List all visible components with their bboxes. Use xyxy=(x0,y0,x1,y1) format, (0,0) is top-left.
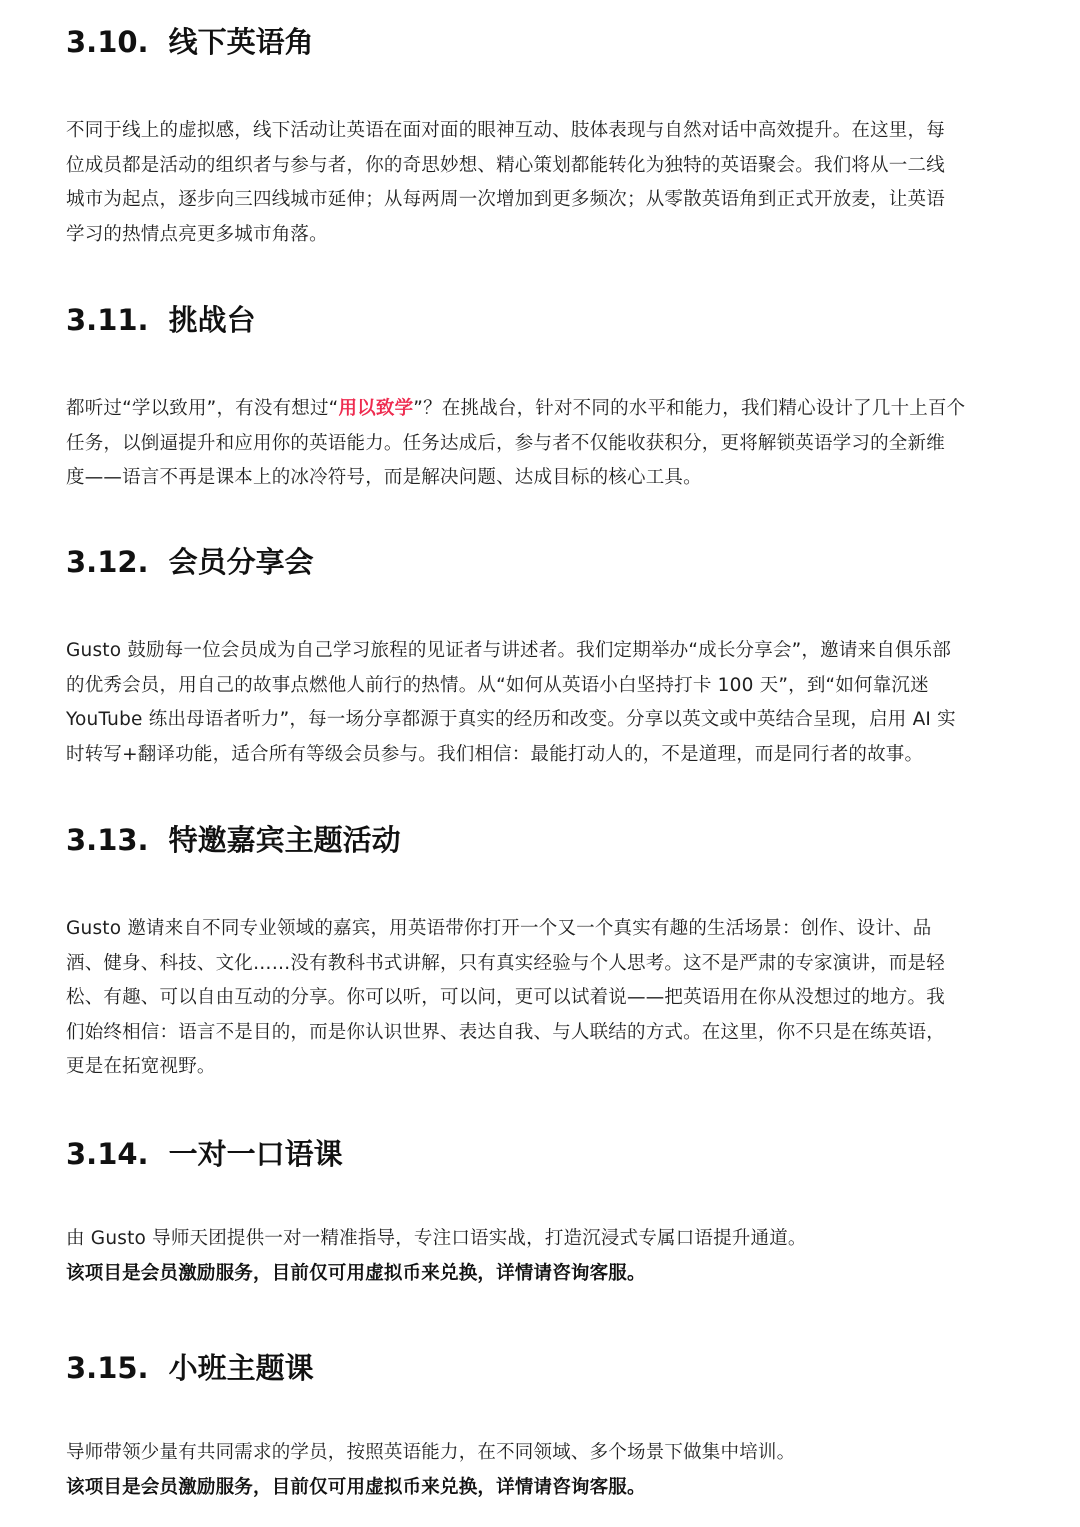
section-3-13 xyxy=(66,820,1016,1085)
section-3-14 xyxy=(66,1134,1016,1291)
section-3-11 xyxy=(66,300,1016,496)
membership-note: 该项目是会员激励服务，目前仅可用虚拟币来兑换，详情请咨询客服。 xyxy=(66,1262,646,1284)
section-title: 线下英语角 xyxy=(168,25,314,59)
paragraph-line: 松、有趣、可以自由互动的分享。你可以听，可以问，更可以试着说——把英语用在你从没想过的地方。我 xyxy=(66,987,945,1008)
paragraph-line: 学习的热情点亮更多城市角落。 xyxy=(66,223,328,245)
section-number: 3.13. xyxy=(66,823,149,857)
section-paragraph xyxy=(66,114,1016,252)
paragraph-line: 的优秀会员，用自己的故事点燃他人前行的热情。从“如何从英语小白坚持打卡 100 天”，到“如何靠沉迷 xyxy=(66,674,929,696)
section-paragraph xyxy=(66,634,1016,772)
paragraph-line xyxy=(66,392,1016,427)
section-heading xyxy=(66,1348,1016,1388)
section-3-15 xyxy=(66,1348,1016,1505)
section-3-12 xyxy=(66,542,1016,772)
section-number: 3.10. xyxy=(66,25,149,59)
section-title: 一对一口语课 xyxy=(168,1137,343,1171)
section-paragraph xyxy=(66,392,1016,496)
section-3-10 xyxy=(66,22,1016,252)
paragraph-line: 任务，以倒逼提升和应用你的英语能力。任务达成后，参与者不仅能收获积分，更将解锁英语学习的全新维 xyxy=(66,432,945,454)
section-heading xyxy=(66,1134,1016,1174)
paragraph-line: 位成员都是活动的组织者与参与者，你的奇思妙想、精心策划都能转化为独特的英语聚会。我们将从一二线 xyxy=(66,154,945,176)
membership-note: 该项目是会员激励服务，目前仅可用虚拟币来兑换，详情请咨询客服。 xyxy=(66,1476,646,1498)
highlight-text: 用以致学 xyxy=(338,398,414,419)
section-title: 小班主题课 xyxy=(168,1351,314,1385)
section-paragraph xyxy=(66,912,1016,1085)
section-title: 会员分享会 xyxy=(168,545,314,579)
paragraph-line: 更是在拓宽视野。 xyxy=(66,1056,216,1077)
paragraph-line: YouTube 练出母语者听力”，每一场分享都源于真实的经历和改变。分享以英文或中英结合呈现，启用 AI 实 xyxy=(66,709,956,730)
section-heading xyxy=(66,820,1016,860)
paragraph-line: Gusto 邀请来自不同专业领域的嘉宾，用英语带你打开一个又一个真实有趣的生活场景：创作、设计、品 xyxy=(66,918,932,939)
line-text: 都听过“学以致用”，有没有想过“ xyxy=(66,398,339,419)
paragraph-line: 时转写+翻译功能，适合所有等级会员参与。我们相信：最能打动人的，不是道理，而是同行者的故事。 xyxy=(66,743,924,765)
paragraph-line: 城市为起点，逐步向三四线城市延伸；从每两周一次增加到更多频次；从零散英语角到正式开放麦，让英语 xyxy=(66,189,945,210)
section-title: 挑战台 xyxy=(168,303,256,337)
paragraph-line: 们始终相信：语言不是目的，而是你认识世界、表达自我、与人联结的方式。在这里，你不只是在练英语， xyxy=(66,1021,945,1043)
paragraph-line: 酒、健身、科技、文化……没有教科书式讲解，只有真实经验与个人思考。这不是严肃的专家演讲，而是轻 xyxy=(66,952,945,974)
section-heading xyxy=(66,300,1016,340)
paragraph-line: 由 Gusto 导师天团提供一对一精准指导，专注口语实战，打造沉浸式专属口语提升通道。 xyxy=(66,1228,807,1249)
section-heading xyxy=(66,542,1016,582)
paragraph-line: 度——语言不再是课本上的冰冷符号，而是解决问题、达成目标的核心工具。 xyxy=(66,467,702,488)
section-paragraph xyxy=(66,1436,1016,1505)
section-number: 3.12. xyxy=(66,545,149,579)
paragraph-line: 导师带领少量有共同需求的学员，按照英语能力，在不同领域、多个场景下做集中培训。 xyxy=(66,1442,796,1463)
section-paragraph xyxy=(66,1222,1016,1291)
section-heading xyxy=(66,22,1016,62)
paragraph-line: Gusto 鼓励每一位会员成为自己学习旅程的见证者与讲述者。我们定期举办“成长分享会”，邀请来自俱乐部 xyxy=(66,640,952,661)
section-title: 特邀嘉宾主题活动 xyxy=(168,823,401,857)
section-number: 3.14. xyxy=(66,1137,149,1171)
line-text: ”？在挑战台，针对不同的水平和能力，我们精心设计了几十上百个 xyxy=(413,398,966,419)
section-number: 3.11. xyxy=(66,303,149,337)
section-number: 3.15. xyxy=(66,1351,149,1385)
paragraph-line: 不同于线上的虚拟感，线下活动让英语在面对面的眼神互动、肢体表现与自然对话中高效提升。在这里，每 xyxy=(66,120,945,141)
